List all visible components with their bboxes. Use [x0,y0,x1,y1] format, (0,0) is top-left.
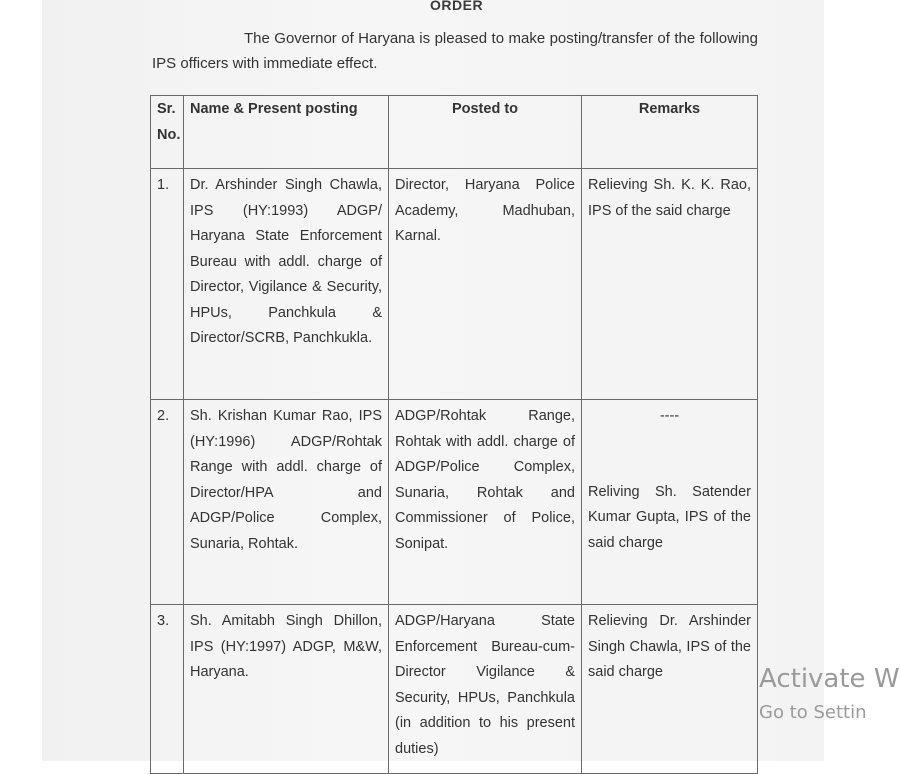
sr-cell: 3. [151,605,184,774]
remarks-cell [582,400,758,605]
table-row [151,400,758,605]
sr-cell: 2. [151,400,184,605]
remarks-note: Reliving Sh. Satender Kumar Gupta, IPS of the said charge [588,483,751,551]
activation-watermark [759,660,900,728]
posting-table [150,95,758,774]
intro-paragraph: The Governor of Haryana is pleased to make posting/transfer of the following IPS officers with immediate effect. [152,30,758,72]
header-sr-no: Sr. No. [151,96,184,169]
posted-cell: ADGP/Rohtak Range, Rohtak with addl. charge of ADGP/Police Complex, Sunaria, Rohtak and Commissioner of Police, Sonipat. [389,400,582,605]
order-heading: ORDER [430,0,484,13]
sr-cell: 1. [151,169,184,400]
watermark-line1: Activate W [759,664,900,694]
table-header-row [151,96,758,169]
watermark-line2: Go to Settin [759,702,867,723]
table-row [151,605,758,774]
posted-cell: ADGP/Haryana State Enforcement Bureau-cum-Director Vigilance & Security, HPUs, Panchkula (in addition to his present duties) [389,605,582,774]
header-name: Name & Present posting [184,96,389,169]
remarks-cell: Relieving Sh. K. K. Rao, IPS of the said charge [582,169,758,400]
name-cell: Dr. Arshinder Singh Chawla, IPS (HY:1993) ADGP/ Haryana State Enforcement Bureau with addl. charge of Director, Vigilance & Security, HPUs, Panchkula & Director/SCRB, Panchkukla. [184,169,389,400]
name-cell: Sh. Krishan Kumar Rao, IPS (HY:1996) ADGP/Rohtak Range with addl. charge of Director/HPA and ADGP/Police Complex, Sunaria, Rohtak. [184,400,389,605]
posted-cell: Director, Haryana Police Academy, Madhuban, Karnal. [389,169,582,400]
name-cell: Sh. Amitabh Singh Dhillon, IPS (HY:1997) ADGP, M&W, Haryana. [184,605,389,774]
header-remarks: Remarks [582,96,758,169]
remarks-cell: Relieving Dr. Arshinder Singh Chawla, IPS of the said charge [582,605,758,774]
remarks-dash: ---- [659,408,680,424]
table-row [151,169,758,400]
remarks-spacer [588,430,751,480]
header-posted-to: Posted to [389,96,582,169]
